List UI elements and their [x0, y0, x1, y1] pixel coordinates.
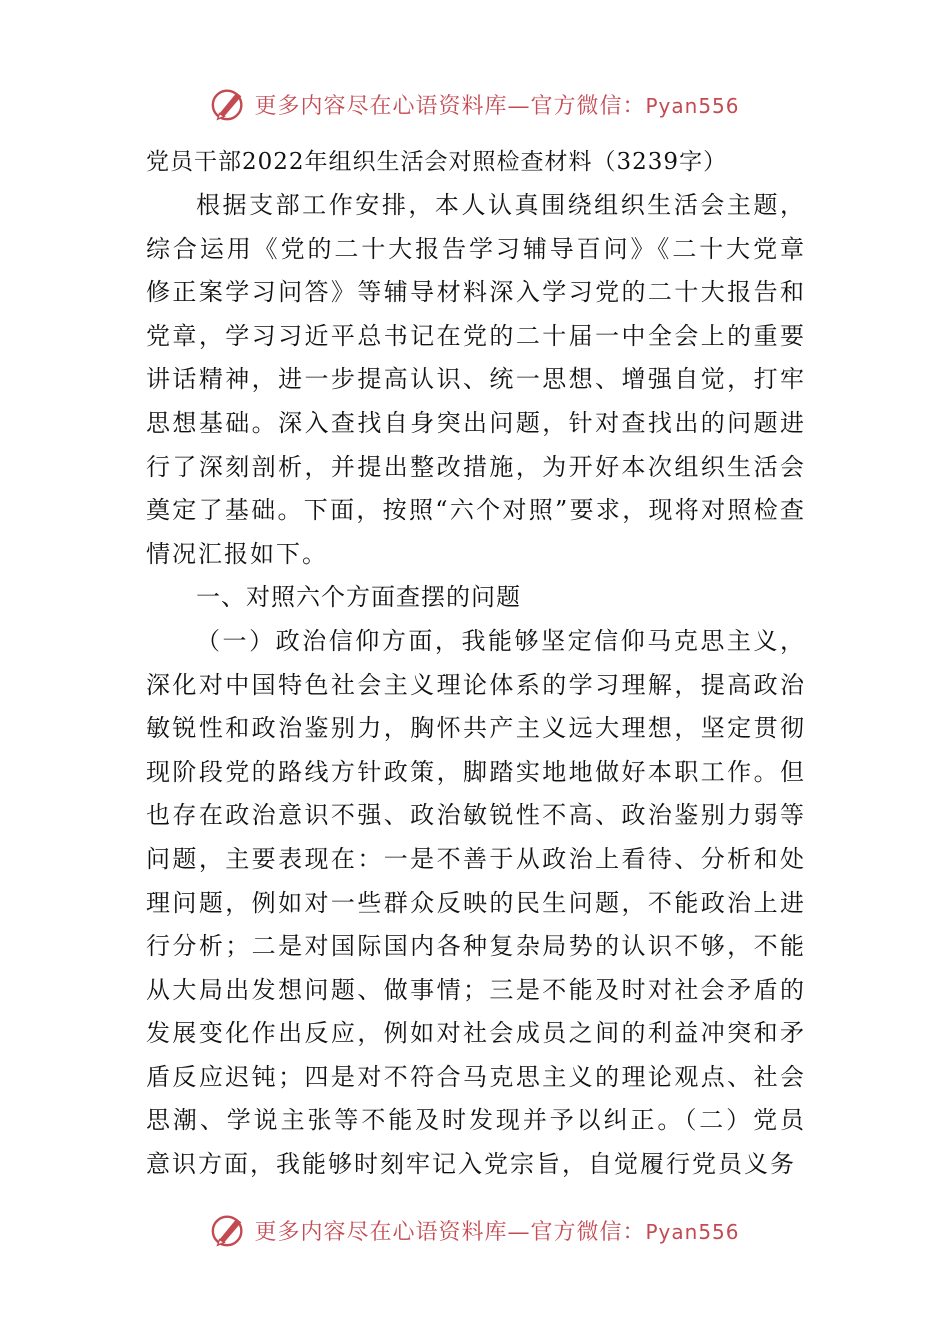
banner-text — [254, 89, 739, 120]
section-paragraph: （一）政治信仰方面，我能够坚定信仰马克思主义，深化对中国特色社会主义理论体系的学习理解，提高政治敏锐性和政治鉴别力，胸怀共产主义远大理想，坚定贯彻现阶段党的路线方针政策，脚踏实地地做好本职工作。但也存在政治意识不强、政治敏锐性不高、政治鉴别力弱等问题，主要表现在：一是不善于从政治上看待、分析和处理问题，例如对一些群众反映的民生问题，不能政治上进行分析；二是对国际国内各种复杂局势的认识不够，不能从大局出发想问题、做事情；三是不能及时对社会矛盾的发展变化作出反应，例如对社会成员之间的利益冲突和矛盾反应迟钝；四是对不符合马克思主义的理论观点、社会思潮、学说主张等不能及时发现并予以纠正。（二）党员意识方面，我能够时刻牢记入党宗旨，自觉履行党员义务 — [146, 626, 806, 1179]
banner-label: 更多内容尽在心语资料库—官方微信： — [254, 1219, 646, 1245]
section-heading: 一、对照六个方面查摆的问题 — [196, 583, 521, 612]
intro-paragraph: 根据支部工作安排，本人认真围绕组织生活会主题，综合运用《党的二十大报告学习辅导百问》《二十大党章修正案学习问答》等辅导材料深入学习党的二十大报告和党章，学习习近平总书记在党的二十届一中全会上的重要讲话精神，进一步提高认识、统一思想、增强自觉，打牢思想基础。深入查找自身突出问题，针对查找出的问题进行了深刻剖析，并提出整改措施，为开好本次组织生活会奠定了基础。下面，按照“六个对照”要求，现将对照检查情况汇报如下。 — [146, 191, 806, 568]
document-body — [146, 140, 806, 1187]
document-title: 党员干部2022年组织生活会对照检查材料（3239字） — [146, 149, 728, 175]
banner-text — [254, 1215, 739, 1246]
footer-banner — [0, 1208, 950, 1252]
pen-circle-logo-icon — [210, 85, 248, 123]
banner-label: 更多内容尽在心语资料库—官方微信： — [254, 93, 646, 119]
banner-wechat-id: Pyan556 — [645, 1219, 740, 1244]
pen-circle-logo-icon — [210, 1211, 248, 1249]
header-banner — [0, 82, 950, 126]
banner-wechat-id: Pyan556 — [645, 93, 740, 118]
